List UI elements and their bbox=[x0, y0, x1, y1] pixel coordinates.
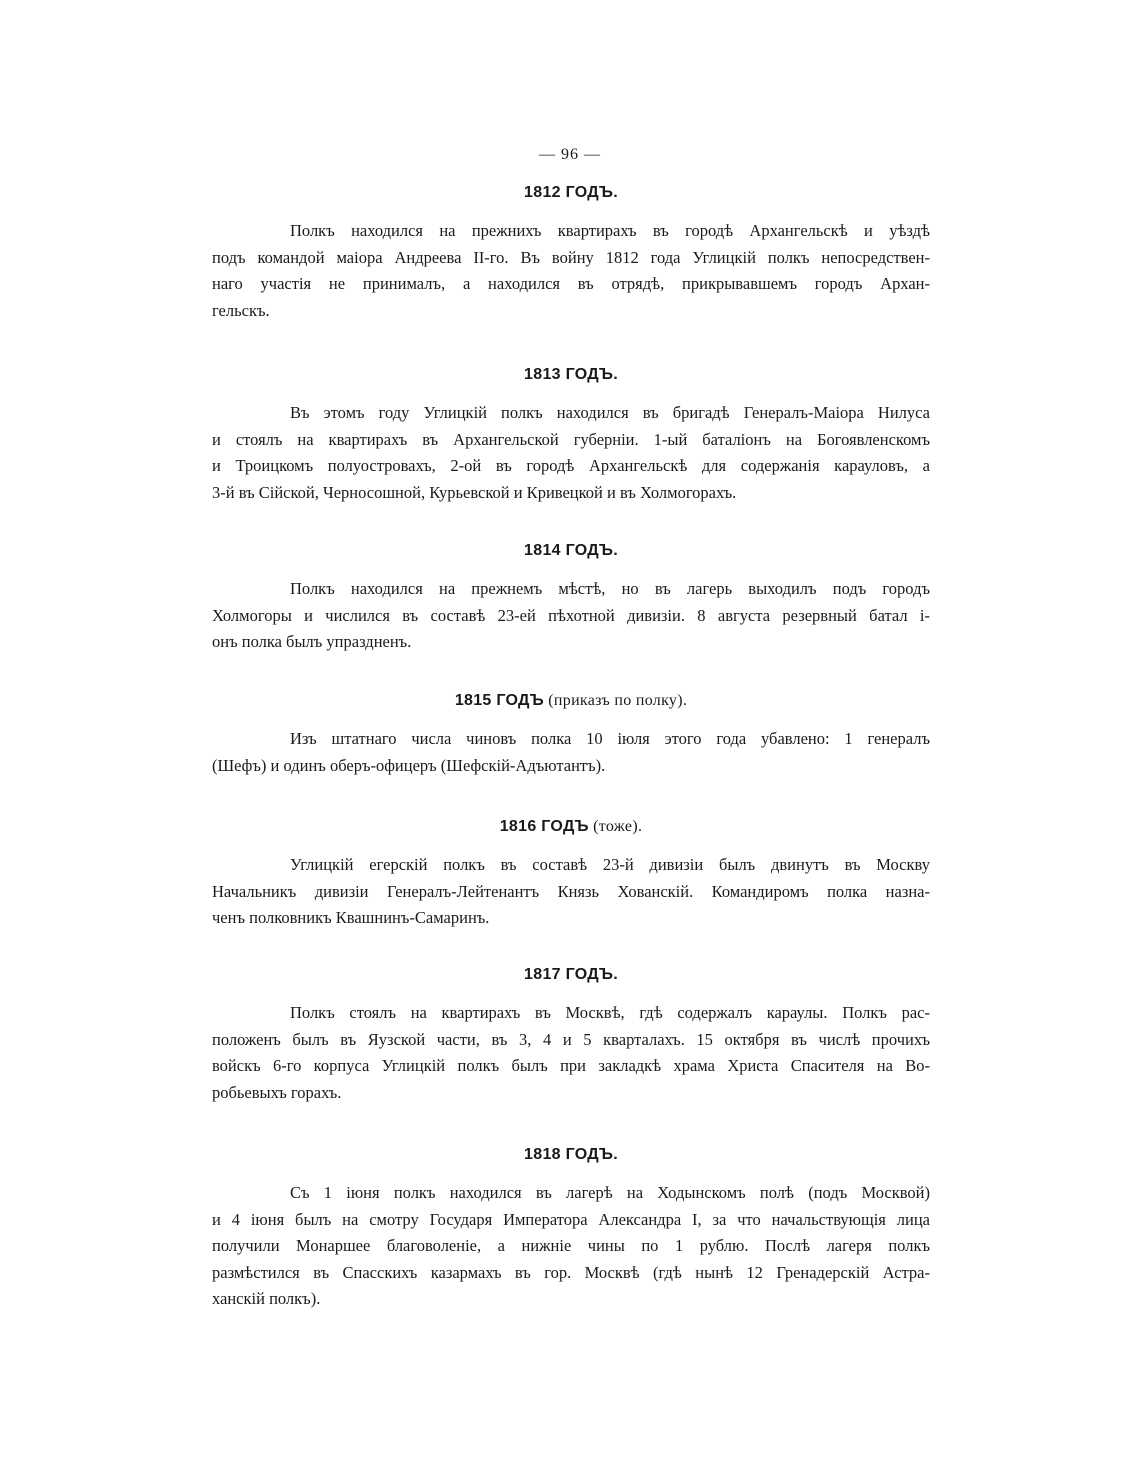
text-line: войскъ 6-го корпуса Углицкій полкъ былъ при закладкѣ храма Христа Спасителя на Во- bbox=[212, 1056, 930, 1075]
text-line: получили Монаршее благоволеніе, а нижніе чины по 1 рублю. Послѣ лагеря полкъ bbox=[212, 1236, 930, 1255]
text-line: робьевыхъ горахъ. bbox=[212, 1082, 342, 1102]
text-line: Начальникъ дивизіи Генералъ-Лейтенантъ Князь Хованскій. Командиромъ полка назна- bbox=[212, 881, 930, 901]
heading-text: 1817 ГОДЪ. bbox=[524, 966, 618, 983]
text-line: Полкъ находился на прежнихъ квартирахъ въ городѣ Архангельскѣ и уѣздѣ bbox=[290, 221, 930, 240]
section-heading bbox=[212, 542, 930, 560]
section-heading bbox=[212, 1146, 930, 1164]
text-line: и 4 іюня былъ на смотру Государя Императора Александра I, за что начальствующія лица bbox=[212, 1209, 930, 1229]
section-heading bbox=[212, 366, 930, 384]
text-line: Полкъ стоялъ на квартирахъ въ Москвѣ, гдѣ содержалъ караулы. Полкъ рас- bbox=[290, 1003, 930, 1022]
section-1816 bbox=[212, 818, 930, 932]
text-line: гельскъ. bbox=[212, 300, 270, 320]
paragraph bbox=[212, 400, 930, 506]
section-1813 bbox=[212, 366, 930, 506]
text-line: подъ командой маіора Андреева II-го. Въ войну 1812 года Углицкій полкъ непосредствен- bbox=[212, 247, 930, 267]
section-heading bbox=[212, 966, 930, 984]
paragraph bbox=[212, 1000, 930, 1106]
text-line: онъ полка былъ упраздненъ. bbox=[212, 632, 412, 651]
section-1815 bbox=[212, 692, 930, 779]
section-1817 bbox=[212, 966, 930, 1106]
paragraph bbox=[212, 218, 930, 324]
heading-note: (приказъ по полку). bbox=[543, 692, 688, 709]
text-line: ченъ полковникъ Квашнинъ-Самаринъ. bbox=[212, 908, 490, 927]
text-line: Углицкій егерскій полкъ въ составѣ 23-й дивизіи былъ двинутъ въ Москву bbox=[290, 855, 930, 874]
section-1818 bbox=[212, 1146, 930, 1313]
section-1814 bbox=[212, 542, 930, 656]
section-1812 bbox=[212, 184, 930, 324]
paragraph bbox=[212, 726, 930, 779]
text-line: Холмогоры и числился въ составѣ 23-ей пѣхотной дивизіи. 8 августа резервный батал і- bbox=[212, 605, 930, 625]
text-line: 3-й въ Сійской, Черносошной, Курьевской и Кривецкой и въ Холмогорахъ. bbox=[212, 482, 737, 502]
text-line: Полкъ находился на прежнемъ мѣстѣ, но въ лагерь выходилъ подъ городъ bbox=[290, 579, 930, 598]
text-line: положенъ былъ въ Яузской части, въ 3, 4 и 5 кварталахъ. 15 октября въ числѣ прочихъ bbox=[212, 1029, 930, 1049]
heading-text: 1813 ГОДЪ. bbox=[524, 366, 618, 383]
paragraph bbox=[212, 576, 930, 656]
heading-text: 1816 ГОДЪ bbox=[499, 818, 589, 835]
text-line: Изъ штатнаго числа чиновъ полка 10 іюля этого года убавлено: 1 генералъ bbox=[290, 729, 930, 748]
page-number: — 96 — bbox=[539, 146, 601, 163]
paragraph bbox=[212, 852, 930, 932]
heading-text: 1814 ГОДЪ. bbox=[524, 542, 618, 559]
text-line: размѣстился въ Спасскихъ казармахъ въ гор. Москвѣ (гдѣ нынѣ 12 Гренадерскій Астра- bbox=[212, 1262, 930, 1282]
heading-note: (тоже). bbox=[588, 818, 643, 835]
text-line: и Троицкомъ полуостровахъ, 2-ой въ городѣ Архангельскѣ для содержанія карауловъ, а bbox=[212, 456, 930, 475]
text-line: и стоялъ на квартирахъ въ Архангельской губерніи. 1-ый баталіонъ на Богоявленскомъ bbox=[212, 429, 930, 449]
heading-text: 1818 ГОДЪ. bbox=[524, 1146, 618, 1163]
heading-text: 1815 ГОДЪ bbox=[454, 692, 544, 709]
text-line: (Шефъ) и одинъ оберъ-офицеръ (Шефскій-Адъютантъ). bbox=[212, 755, 606, 775]
section-heading bbox=[212, 818, 930, 836]
text-line: ханскій полкъ). bbox=[212, 1289, 321, 1308]
paragraph bbox=[212, 1180, 930, 1313]
heading-text: 1812 ГОДЪ. bbox=[524, 184, 618, 201]
text-line: наго участія не принималъ, а находился въ отрядѣ, прикрывавшемъ городъ Архан- bbox=[212, 274, 930, 293]
text-line: Съ 1 іюня полкъ находился въ лагерѣ на Ходынскомъ полѣ (подъ Москвой) bbox=[290, 1183, 930, 1202]
section-heading bbox=[212, 184, 930, 202]
section-heading bbox=[212, 692, 930, 710]
text-line: Въ этомъ году Углицкій полкъ находился въ бригадѣ Генералъ-Маіора Нилуса bbox=[290, 403, 930, 422]
